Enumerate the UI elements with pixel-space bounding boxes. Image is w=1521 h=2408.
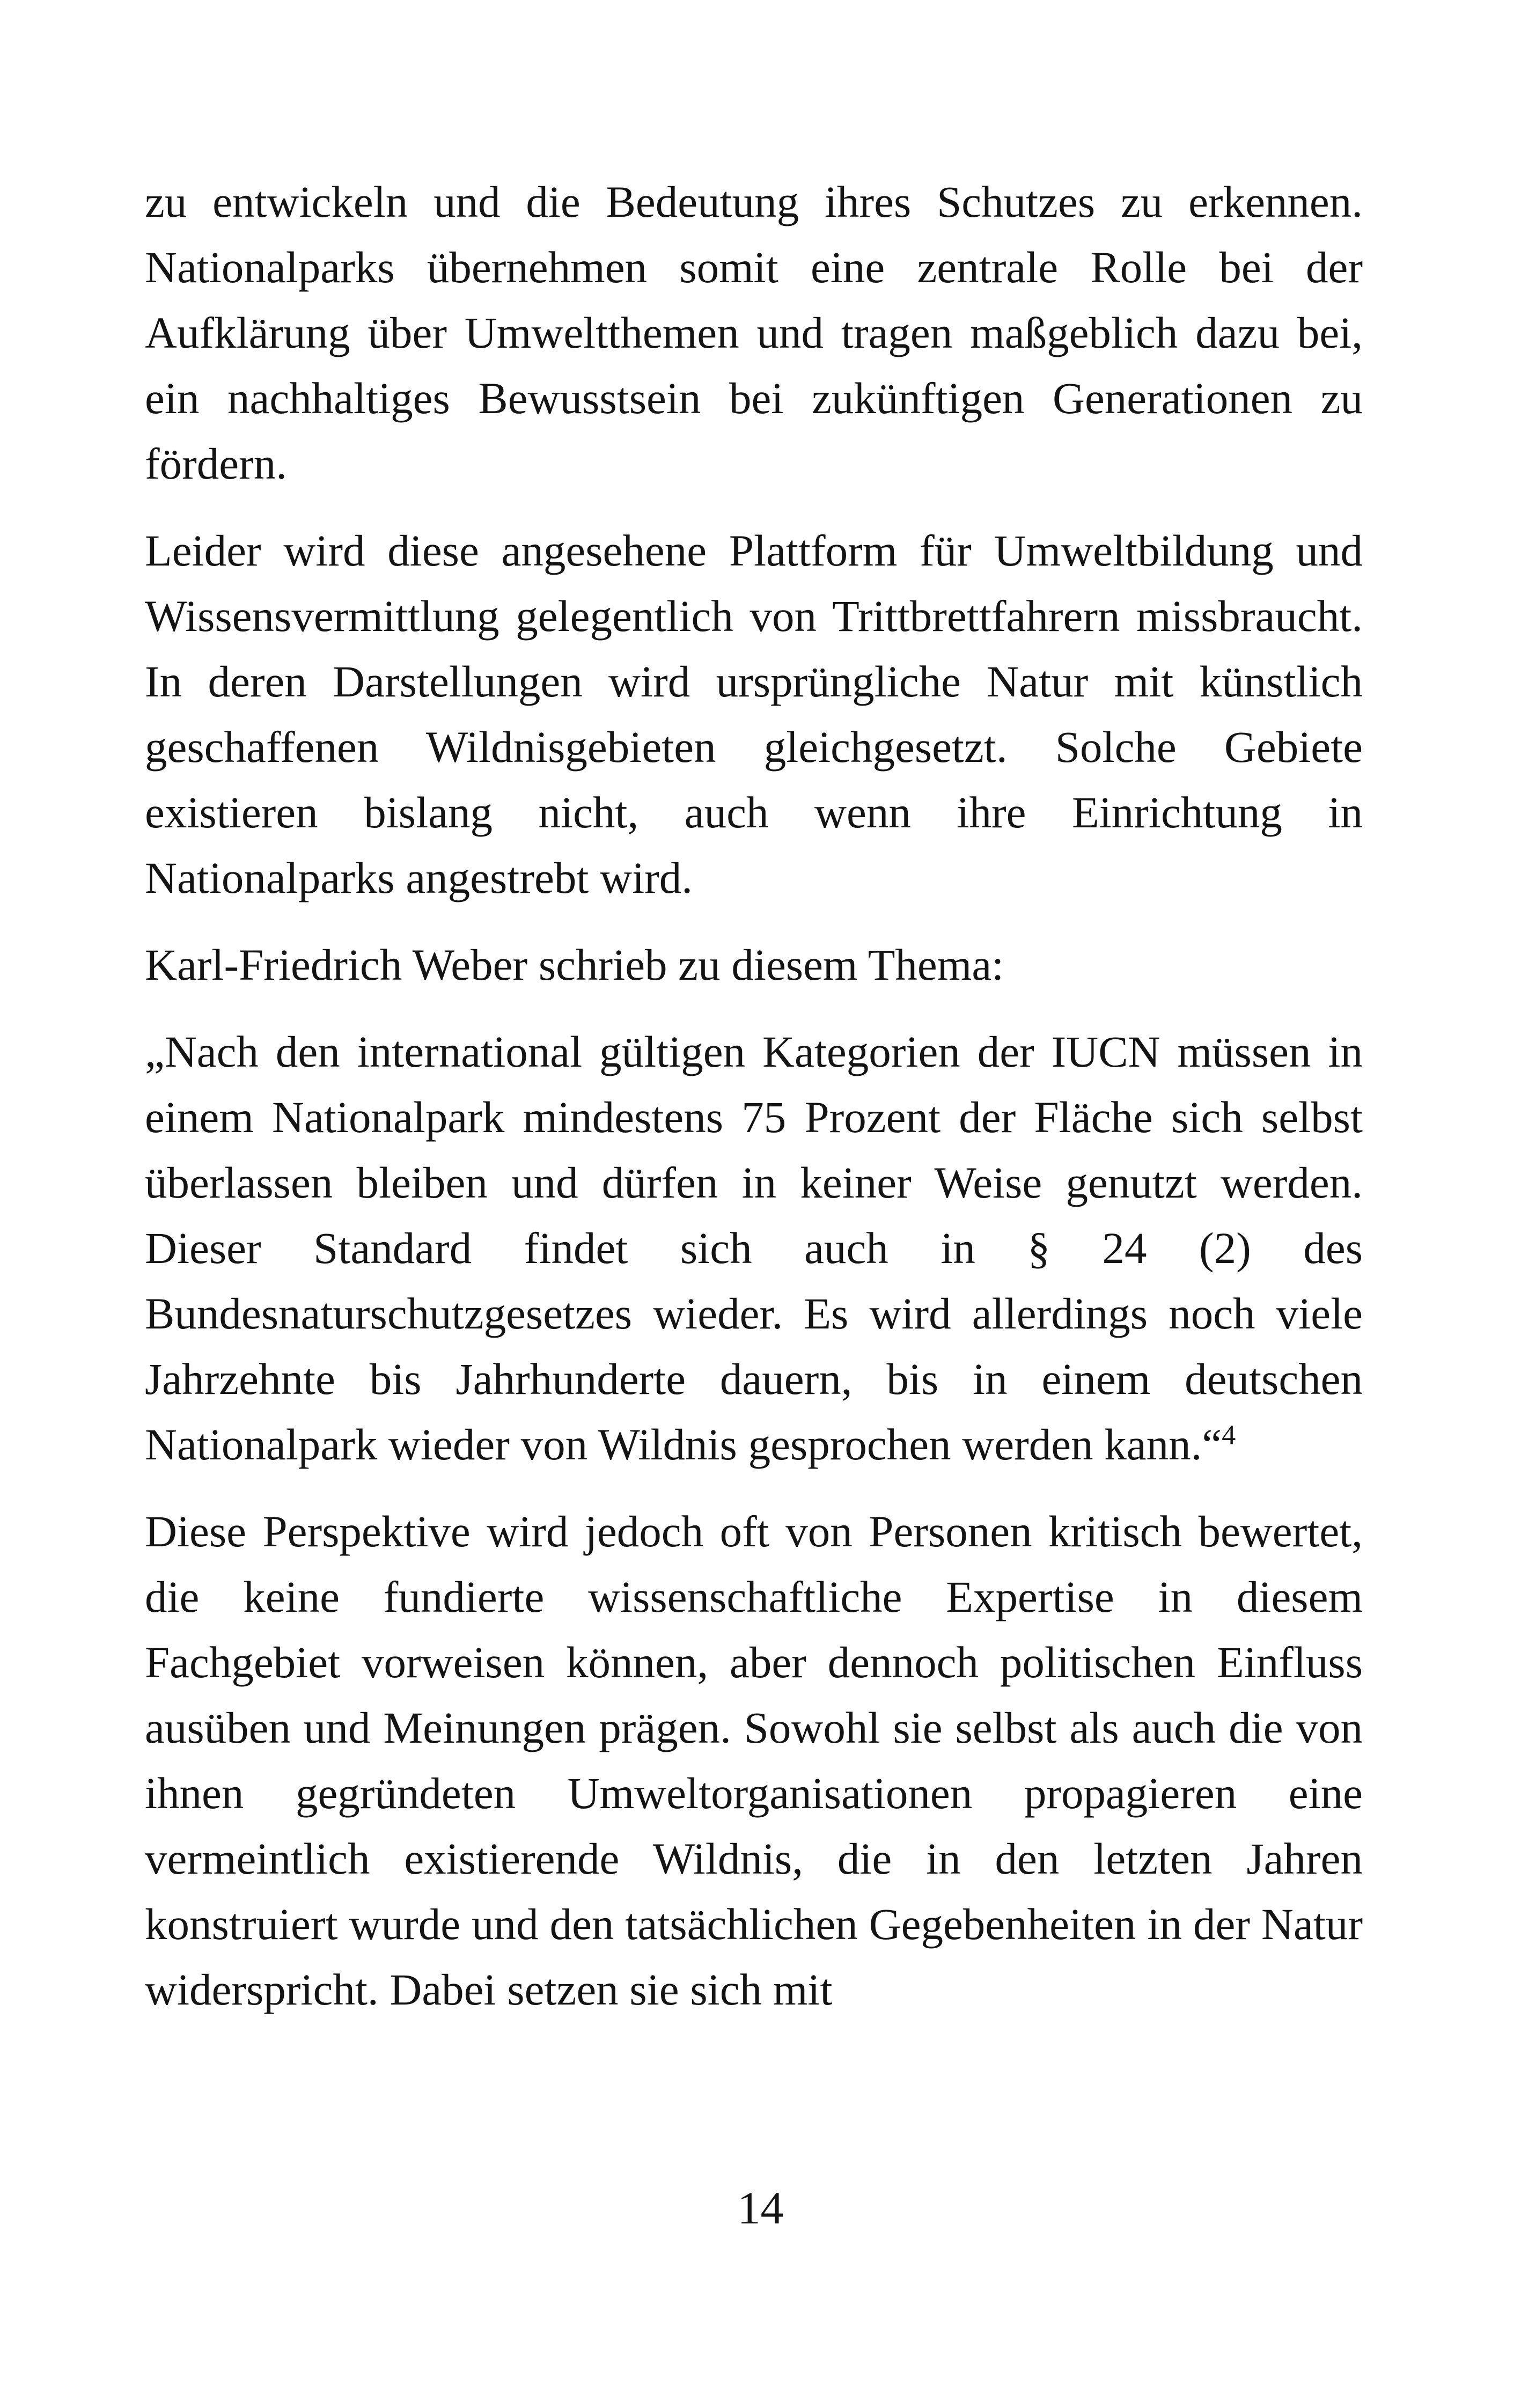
paragraph-5: Diese Perspektive wird jedoch oft von Personen kritisch bewertet, die keine fundierte wissenschaftliche Expertise in diesem Fachgebiet vorweisen können, aber dennoch politischen Einfluss ausüben und Meinungen prägen. Sowohl sie selbst als auch die von ihnen gegründeten Umweltorganisationen propagieren eine vermeintlich existierende Wildnis, die in den letzten Jahren konstruiert wurde und den tatsächlichen Gegebenheiten in der Natur widerspricht. Dabei setzen sie sich mit [145, 1507, 1363, 2014]
quotation-text: „Nach den international gültigen Kategorien der IUCN müssen in einem Nationalpark mindestens 75 Prozent der Fläche sich selbst überlassen bleiben und dürfen in keiner Weise genutzt werden. Dieser Standard findet sich auch in § 24 (2) des Bundesnaturschutzgesetzes wieder. Es wird allerdings noch viele Jahrzehnte bis Jahrhunderte dauern, bis in einem deutschen Nationalpark wieder von Wildnis gesprochen werden kann.“ [145, 1027, 1363, 1469]
paragraph-3-attribution: Karl-Friedrich Weber schrieb zu diesem Thema: [145, 940, 1004, 989]
paragraph-4-quotation [145, 1019, 1363, 1477]
paragraph-1: zu entwickeln und die Bedeutung ihres Schutzes zu erkennen. Nationalparks übernehmen somit eine zentrale Rolle bei der Aufklärung über Umweltthemen und tragen maßgeblich dazu bei, ein nachhaltiges Bewusstsein bei zukünftigen Generationen zu fördern. [145, 177, 1363, 488]
page-number: 14 [737, 2182, 784, 2234]
footnote-reference[interactable]: 4 [1222, 1420, 1236, 1451]
paragraph-2: Leider wird diese angesehene Plattform für Umweltbildung und Wissensvermittlung gelegentlich von Trittbrettfahrern missbraucht. In deren Darstellungen wird ursprüngliche Natur mit künstlich geschaffenen Wildnisgebieten gleichgesetzt. Solche Gebiete existieren bislang nicht, auch wenn ihre Einrichtung in Nationalparks angestrebt wird. [145, 526, 1363, 902]
body-text [145, 169, 1363, 2022]
